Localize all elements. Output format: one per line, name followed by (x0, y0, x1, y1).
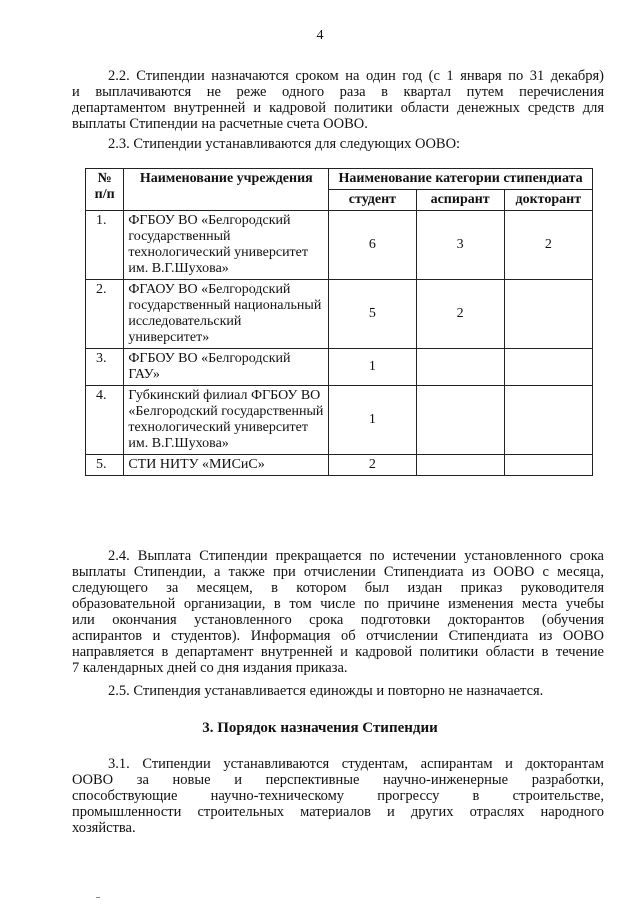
header-student: студент (329, 190, 416, 211)
header-aspirant: аспирант (416, 190, 504, 211)
text-line: промышленности строительных материалов и других отраслях народного (72, 804, 604, 820)
row-student: 5 (329, 280, 416, 349)
row-aspirant: 2 (416, 280, 504, 349)
text-line: аспирантов и студентов). Информация об отчислении Стипендиата из ООВО (72, 628, 604, 644)
row-number: 1. (86, 211, 124, 280)
row-institution: ФГБОУ ВО «Белгородский государственный технологический университет им. В.Г.Шухова» (124, 211, 329, 280)
row-number: 2. (86, 280, 124, 349)
row-student: 1 (329, 386, 416, 455)
scan-mark (96, 897, 100, 898)
text-line: 3.1. Стипендии устанавливаются студентам, аспирантам и докторантам (108, 756, 604, 772)
row-doctorant (504, 349, 592, 386)
row-aspirant (416, 386, 504, 455)
text-line: 2.3. Стипендии устанавливаются для следующих ООВО: (108, 136, 461, 152)
table-row (86, 211, 593, 280)
paragraph-3-1 (72, 756, 604, 836)
row-aspirant (416, 455, 504, 476)
row-institution: Губкинский филиал ФГБОУ ВО «Белгородский государственный технологический университет им. В.Г.Шухова» (124, 386, 329, 455)
header-category: Наименование категории стипендиата (329, 169, 593, 190)
row-number: 3. (86, 349, 124, 386)
text-line: или окончания установленного срока подготовки докторантов (обучения (72, 612, 604, 628)
row-institution: СТИ НИТУ «МИСиС» (124, 455, 329, 476)
text-line: образовательной организации, в том числе по причине изменения места учебы (72, 596, 604, 612)
table-row (86, 349, 593, 386)
row-doctorant (504, 386, 592, 455)
text-line: ООВО за новые и перспективные научно-инженерные разработки, (72, 772, 604, 788)
text-line: способствующие научно-техническому прогрессу в строительстве, (72, 788, 604, 804)
table-row (86, 455, 593, 476)
row-doctorant (504, 280, 592, 349)
text-line: 2.4. Выплата Стипендии прекращается по истечении установленного срока (108, 548, 604, 564)
table-row (86, 386, 593, 455)
row-aspirant: 3 (416, 211, 504, 280)
paragraph-2-4 (72, 548, 604, 676)
table-row (86, 280, 593, 349)
section-3-title: 3. Порядок назначения Стипендии (202, 720, 438, 736)
paragraph-2-3 (72, 136, 604, 152)
row-institution: ФГБОУ ВО «Белгородский ГАУ» (124, 349, 329, 386)
text-line: 2.5. Стипендия устанавливается единожды и повторно не назначается. (108, 683, 544, 699)
scholarship-table (85, 168, 593, 476)
text-line: 2.2. Стипендии назначаются сроком на один год (с 1 января по 31 декабря) (108, 68, 604, 84)
page-number: 4 (316, 28, 324, 43)
table-header-row (86, 169, 593, 190)
text-line: выплаты Стипендии на расчетные счета ООВО. (72, 116, 368, 132)
text-line: выплаты Стипендии, а также при отчислении Стипендиата из ООВО с месяца, (72, 564, 604, 580)
row-student: 2 (329, 455, 416, 476)
row-doctorant: 2 (504, 211, 592, 280)
row-doctorant (504, 455, 592, 476)
header-institution: Наименование учреждения (124, 169, 329, 211)
row-student: 1 (329, 349, 416, 386)
row-number: 4. (86, 386, 124, 455)
header-number: № п/п (86, 169, 124, 211)
text-line: следующего за месяцем, в котором был издан приказ руководителя (72, 580, 604, 596)
paragraph-2-5 (72, 683, 604, 699)
text-line: департаментом внутренней и кадровой политики области денежных средств для (72, 100, 604, 116)
header-doctorant: докторант (504, 190, 592, 211)
text-line: 7 календарных дней со дня издания приказа. (72, 660, 348, 676)
row-number: 5. (86, 455, 124, 476)
text-line: и выплачиваются не реже одного раза в квартал путем перечисления (72, 84, 604, 100)
text-line: направляется в департамент внутренней и кадровой политики области в течение (72, 644, 604, 660)
row-aspirant (416, 349, 504, 386)
row-student: 6 (329, 211, 416, 280)
paragraph-2-2 (72, 68, 604, 132)
row-institution: ФГАОУ ВО «Белгородский государственный национальный исследовательский университет» (124, 280, 329, 349)
text-line: хозяйства. (72, 820, 136, 836)
